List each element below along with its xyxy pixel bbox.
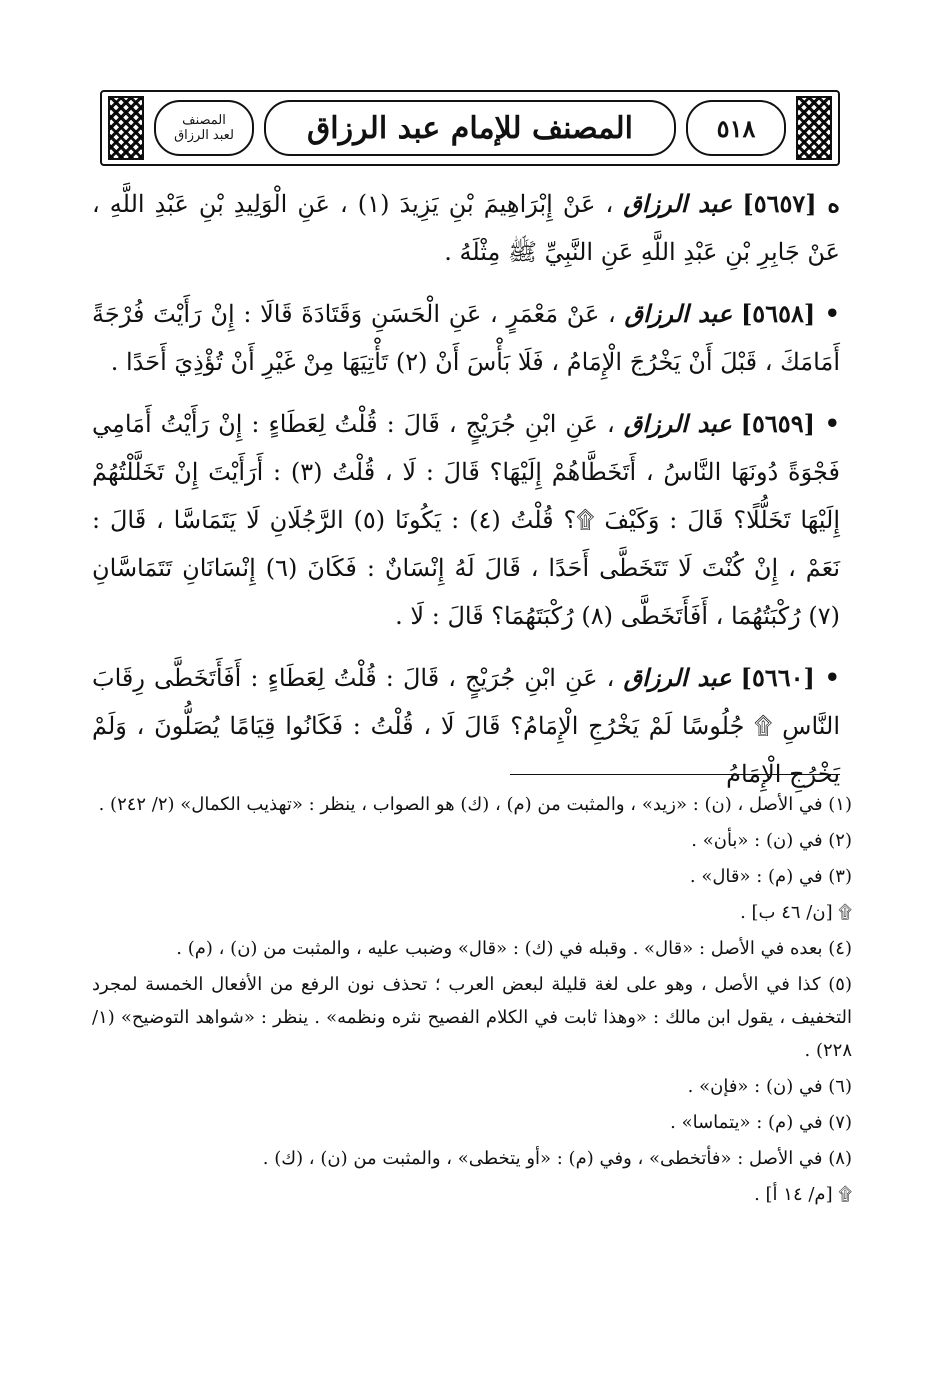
entry-number: • [٥٦٦٠] [740,663,840,692]
book-logo [154,100,254,156]
ornament-left [108,96,144,160]
hadith-entry [92,654,840,798]
footnote: (٥) كذا في الأصل ، وهو على لغة قليلة لبعض العرب ؛ تحذف نون الرفع من الأفعال الخمسة لمجرد التخفيف ، يقول ابن مالك : «وهذا ثابت في الكلام الفصيح نثره ونظمه» . ينظر : «شواهد التوضيح» (١/ ٢٢٨) . [92,974,852,1061]
footnote: (٧) في (م) : «يتماسا» . [670,1112,852,1133]
ornament-right [796,96,832,160]
page-number: ٥١٨ [686,100,786,156]
book-title: المصنف للإمام عبد الرزاق [264,100,676,156]
footnote: (٦) في (ن) : «فإن» . [687,1076,852,1097]
footnote: ۩ [م/ ١٤ أ] . [754,1184,852,1205]
entry-number: ه [٥٦٥٧] [742,189,840,218]
logo-line-2: لعبد الرزاق [174,128,234,143]
hadith-entry [92,180,840,276]
narrator-name: عبد الرزاق [623,409,732,438]
footnote: (١) في الأصل ، (ن) : «زيد» ، والمثبت من (م) ، (ك) هو الصواب ، ينظر : «تهذيب الكمال» (٢/ ٢٤٢) . [98,794,852,815]
logo-line-1: المصنف [182,113,226,128]
entry-text: ، عَنِ ابْنِ جُرَيْجٍ ، قَالَ : قُلْتُ لِعَطَاءٍ : أَفَأَتَخَطَّى رِقَابَ النَّاسِ ۩ جُلُوسًا لَمْ يَخْرُجِ الْإِمَامُ؟ قَالَ لَا ، قُلْتُ : فَكَانُوا قِيَامًا يُصَلُّونَ ، وَلَمْ يَخْرُجِ الْإِمَامُ [92,664,840,788]
narrator-name: عبد الرزاق [623,663,732,692]
footnote: (٢) في (ن) : «بأن» . [691,830,852,851]
footnote: (٤) بعده في الأصل : «قال» . وقبله في (ك) : «قال» وضبب عليه ، والمثبت من (ن) ، (م) . [176,938,852,959]
footnote: (٣) في (م) : «قال» . [689,866,852,887]
entry-text: ، عَنْ إِبْرَاهِيمَ بْنِ يَزِيدَ (١) ، عَنِ الْوَلِيدِ بْنِ عَبْدِ اللَّهِ ، عَنْ جَابِرِ بْنِ عَبْدِ اللَّهِ عَنِ النَّبِيِّ ﷺ مِثْلَهُ . [92,190,840,266]
narrator-name: عبد الرزاق [623,189,733,218]
entry-number: • [٥٦٥٩] [740,409,840,438]
footnotes [92,788,852,1214]
main-text [92,180,840,812]
footnote: (٨) في الأصل : «فأتخطى» ، وفي (م) : «أو يتخطى» ، والمثبت من (ن) ، (ك) . [262,1148,852,1169]
narrator-name: عبد الرزاق [624,299,733,328]
hadith-entry [92,290,840,386]
hadith-entry [92,400,840,640]
page-header [100,90,840,166]
footnote-divider [510,774,840,775]
entry-text: ، عَنْ مَعْمَرٍ ، عَنِ الْحَسَنِ وَقَتَادَةَ قَالَا : إِنْ رَأَيْتَ فُرْجَةً أَمَامَكَ ، قَبْلَ أَنْ يَخْرُجَ الْإِمَامُ ، فَلَا بَأْسَ أَنْ (٢) تَأْتِيَهَا مِنْ غَيْرِ أَنْ تُؤْذِيَ أَحَدًا . [92,300,840,376]
footnote: ۩ [ن/ ٤٦ ب] . [740,902,852,923]
entry-number: • [٥٦٥٨] [740,299,840,328]
entry-text: ، عَنِ ابْنِ جُرَيْجٍ ، قَالَ : قُلْتُ لِعَطَاءٍ : إِنْ رَأَيْتُ أَمَامِي فَجْوَةً دُونَهَا النَّاسُ ، أَتَخَطَّاهُمْ إِلَيْهَا؟ قَالَ : لَا ، قُلْتُ (٣) : أَرَأَيْتَ إِنْ تَخَلَّلْتُهُمْ إِلَيْهَا تَخَلُّلًا؟ قَالَ : وَكَيْفَ ۩؟ قُلْتُ (٤) : يَكُونَا (٥) الرَّجُلَانِ لَا يَتَمَاسَّا ، قَالَ : نَعَمْ ، إِنْ كُنْتَ لَا تَتَخَطَّى أَحَدًا ، قَالَ لَهُ إِنْسَانٌ : فَكَانَ (٦) إِنْسَانَانِ تَتَمَاسَّانِ (٧) رُكْبَتُهُمَا ، أَفَأَتَخَطَّى (٨) رُكْبَتَهُمَا؟ قَالَ : لَا . [92,410,840,630]
